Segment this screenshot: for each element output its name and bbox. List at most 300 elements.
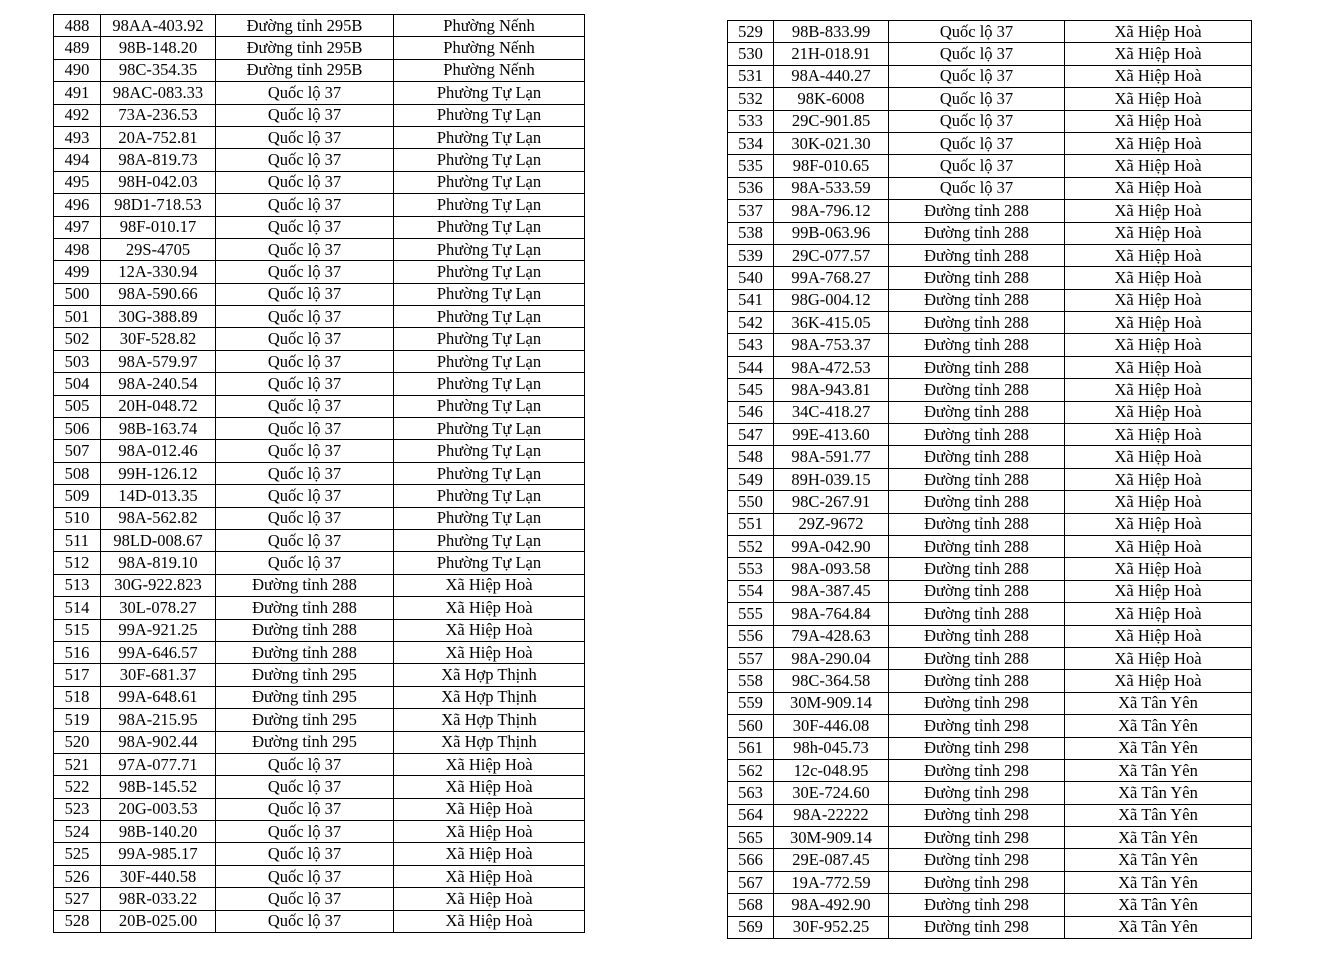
table-row <box>54 15 585 37</box>
road-cell: Đường tỉnh 298 <box>889 737 1065 759</box>
row-number-cell: 534 <box>728 132 774 154</box>
table-row <box>54 731 585 753</box>
ward-cell: Xã Hiệp Hoà <box>1065 424 1252 446</box>
road-cell: Đường tỉnh 288 <box>889 267 1065 289</box>
license-plate-cell: 98A-215.95 <box>101 709 216 731</box>
row-number-cell: 568 <box>728 894 774 916</box>
road-cell: Đường tỉnh 298 <box>889 804 1065 826</box>
license-plate-cell: 20H-048.72 <box>101 395 216 417</box>
road-cell: Đường tỉnh 288 <box>889 513 1065 535</box>
row-number-cell: 560 <box>728 715 774 737</box>
license-plate-cell: 98A-796.12 <box>774 200 889 222</box>
road-cell: Quốc lộ 37 <box>216 171 394 193</box>
road-cell: Quốc lộ 37 <box>216 350 394 372</box>
table-row <box>728 222 1252 244</box>
table-row <box>54 574 585 596</box>
table-row <box>728 625 1252 647</box>
road-cell: Đường tỉnh 288 <box>889 580 1065 602</box>
license-plate-cell: 99H-126.12 <box>101 462 216 484</box>
table-row <box>728 312 1252 334</box>
table-row <box>728 603 1252 625</box>
license-plate-cell: 98A-440.27 <box>774 65 889 87</box>
table-row <box>54 261 585 283</box>
license-plate-cell: 99A-042.90 <box>774 535 889 557</box>
road-cell: Quốc lộ 37 <box>216 776 394 798</box>
row-number-cell: 539 <box>728 244 774 266</box>
road-cell: Quốc lộ 37 <box>216 440 394 462</box>
row-number-cell: 519 <box>54 709 101 731</box>
ward-cell: Xã Hiệp Hoà <box>1065 580 1252 602</box>
row-number-cell: 552 <box>728 535 774 557</box>
ward-cell: Xã Hiệp Hoà <box>394 910 585 932</box>
row-number-cell: 542 <box>728 312 774 334</box>
table-row <box>54 888 585 910</box>
table-row <box>728 670 1252 692</box>
row-number-cell: 500 <box>54 283 101 305</box>
license-plate-cell: 30F-446.08 <box>774 715 889 737</box>
table-row <box>54 194 585 216</box>
row-number-cell: 506 <box>54 418 101 440</box>
row-number-cell: 504 <box>54 373 101 395</box>
row-number-cell: 550 <box>728 491 774 513</box>
license-plate-cell: 14D-013.35 <box>101 485 216 507</box>
table-row <box>728 692 1252 714</box>
road-cell: Đường tỉnh 288 <box>889 200 1065 222</box>
ward-cell: Xã Hiệp Hoà <box>394 843 585 865</box>
license-plate-cell: 98A-093.58 <box>774 558 889 580</box>
ward-cell: Phường Tự Lạn <box>394 171 585 193</box>
row-number-cell: 493 <box>54 126 101 148</box>
license-plate-cell: 98D1-718.53 <box>101 194 216 216</box>
ward-cell: Xã Hiệp Hoà <box>394 574 585 596</box>
ward-cell: Phường Nếnh <box>394 37 585 59</box>
license-plate-cell: 99E-413.60 <box>774 424 889 446</box>
table-row <box>728 334 1252 356</box>
table-row <box>728 759 1252 781</box>
road-cell: Quốc lộ 37 <box>216 82 394 104</box>
road-cell: Đường tỉnh 298 <box>889 894 1065 916</box>
table-row <box>728 43 1252 65</box>
ward-cell: Xã Hiệp Hoà <box>1065 491 1252 513</box>
table-row <box>728 379 1252 401</box>
table-row <box>728 110 1252 132</box>
row-number-cell: 532 <box>728 88 774 110</box>
road-cell: Đường tỉnh 288 <box>889 312 1065 334</box>
license-plate-cell: 98A-012.46 <box>101 440 216 462</box>
table-row <box>54 238 585 260</box>
license-plate-cell: 98A-943.81 <box>774 379 889 401</box>
ward-cell: Phường Nếnh <box>394 15 585 37</box>
ward-cell: Phường Tự Lạn <box>394 395 585 417</box>
road-cell: Đường tỉnh 288 <box>889 289 1065 311</box>
table-row <box>54 485 585 507</box>
table-row <box>54 843 585 865</box>
table-row <box>728 356 1252 378</box>
ward-cell: Xã Hiệp Hoà <box>1065 625 1252 647</box>
table-row <box>728 424 1252 446</box>
license-plate-cell: 30F-528.82 <box>101 328 216 350</box>
table-row <box>54 306 585 328</box>
row-number-cell: 518 <box>54 686 101 708</box>
ward-cell: Xã Hợp Thịnh <box>394 709 585 731</box>
road-cell: Quốc lộ 37 <box>889 155 1065 177</box>
row-number-cell: 546 <box>728 401 774 423</box>
table-row <box>728 244 1252 266</box>
row-number-cell: 495 <box>54 171 101 193</box>
table-row <box>728 65 1252 87</box>
table-row <box>54 462 585 484</box>
row-number-cell: 514 <box>54 597 101 619</box>
table-row <box>728 491 1252 513</box>
ward-cell: Xã Hiệp Hoà <box>394 888 585 910</box>
row-number-cell: 524 <box>54 821 101 843</box>
road-cell: Đường tỉnh 288 <box>889 356 1065 378</box>
ward-cell: Phường Tự Lạn <box>394 261 585 283</box>
row-number-cell: 531 <box>728 65 774 87</box>
road-cell: Đường tỉnh 295B <box>216 37 394 59</box>
violation-table-right <box>727 20 1252 939</box>
road-cell: Quốc lộ 37 <box>216 306 394 328</box>
road-cell: Đường tỉnh 288 <box>889 558 1065 580</box>
row-number-cell: 567 <box>728 871 774 893</box>
road-cell: Quốc lộ 37 <box>216 216 394 238</box>
license-plate-cell: 19A-772.59 <box>774 871 889 893</box>
table-row <box>728 446 1252 468</box>
license-plate-cell: 98A-387.45 <box>774 580 889 602</box>
license-plate-cell: 99B-063.96 <box>774 222 889 244</box>
row-number-cell: 544 <box>728 356 774 378</box>
table-row <box>54 664 585 686</box>
road-cell: Quốc lộ 37 <box>216 507 394 529</box>
road-cell: Đường tỉnh 288 <box>889 535 1065 557</box>
row-number-cell: 510 <box>54 507 101 529</box>
road-cell: Quốc lộ 37 <box>889 43 1065 65</box>
row-number-cell: 557 <box>728 647 774 669</box>
table-row <box>728 827 1252 849</box>
ward-cell: Phường Tự Lạn <box>394 507 585 529</box>
ward-cell: Phường Tự Lạn <box>394 104 585 126</box>
table-row <box>54 798 585 820</box>
ward-cell: Xã Hiệp Hoà <box>1065 289 1252 311</box>
road-cell: Đường tỉnh 288 <box>216 619 394 641</box>
ward-cell: Xã Hiệp Hoà <box>1065 356 1252 378</box>
table-row <box>728 88 1252 110</box>
road-cell: Đường tỉnh 288 <box>216 597 394 619</box>
road-cell: Đường tỉnh 288 <box>889 379 1065 401</box>
road-cell: Quốc lộ 37 <box>216 261 394 283</box>
license-plate-cell: 30M-909.14 <box>774 827 889 849</box>
row-number-cell: 523 <box>54 798 101 820</box>
road-cell: Đường tỉnh 288 <box>889 491 1065 513</box>
license-plate-cell: 98C-267.91 <box>774 491 889 513</box>
row-number-cell: 543 <box>728 334 774 356</box>
ward-cell: Xã Hiệp Hoà <box>1065 88 1252 110</box>
row-number-cell: 490 <box>54 59 101 81</box>
license-plate-cell: 98B-148.20 <box>101 37 216 59</box>
license-plate-cell: 99A-646.57 <box>101 641 216 663</box>
license-plate-cell: 98LD-008.67 <box>101 529 216 551</box>
license-plate-cell: 30G-922.823 <box>101 574 216 596</box>
table-row <box>728 132 1252 154</box>
license-plate-cell: 98G-004.12 <box>774 289 889 311</box>
table-row <box>54 641 585 663</box>
license-plate-cell: 20A-752.81 <box>101 126 216 148</box>
row-number-cell: 488 <box>54 15 101 37</box>
license-plate-cell: 12c-048.95 <box>774 759 889 781</box>
ward-cell: Xã Hiệp Hoà <box>1065 670 1252 692</box>
table-row <box>54 597 585 619</box>
table-row <box>54 59 585 81</box>
row-number-cell: 538 <box>728 222 774 244</box>
row-number-cell: 566 <box>728 849 774 871</box>
ward-cell: Xã Hiệp Hoà <box>1065 312 1252 334</box>
road-cell: Quốc lộ 37 <box>216 753 394 775</box>
road-cell: Quốc lộ 37 <box>889 177 1065 199</box>
license-plate-cell: 99A-648.61 <box>101 686 216 708</box>
license-plate-cell: 30F-952.25 <box>774 916 889 938</box>
license-plate-cell: 30F-440.58 <box>101 865 216 887</box>
table-row <box>54 328 585 350</box>
ward-cell: Xã Tân Yên <box>1065 916 1252 938</box>
road-cell: Quốc lộ 37 <box>216 104 394 126</box>
table-row <box>54 821 585 843</box>
ward-cell: Xã Hiệp Hoà <box>1065 535 1252 557</box>
license-plate-cell: 29E-087.45 <box>774 849 889 871</box>
road-cell: Quốc lộ 37 <box>889 132 1065 154</box>
table-row <box>54 104 585 126</box>
ward-cell: Xã Tân Yên <box>1065 715 1252 737</box>
ward-cell: Xã Tân Yên <box>1065 871 1252 893</box>
table-row <box>54 149 585 171</box>
row-number-cell: 553 <box>728 558 774 580</box>
license-plate-cell: 12A-330.94 <box>101 261 216 283</box>
ward-cell: Phường Tự Lạn <box>394 82 585 104</box>
table-row <box>54 373 585 395</box>
ward-cell: Xã Hiệp Hoà <box>1065 558 1252 580</box>
row-number-cell: 522 <box>54 776 101 798</box>
row-number-cell: 565 <box>728 827 774 849</box>
road-cell: Quốc lộ 37 <box>216 462 394 484</box>
license-plate-cell: 29S-4705 <box>101 238 216 260</box>
row-number-cell: 508 <box>54 462 101 484</box>
license-plate-cell: 98A-240.54 <box>101 373 216 395</box>
ward-cell: Xã Hiệp Hoà <box>1065 244 1252 266</box>
table-row <box>728 155 1252 177</box>
license-plate-cell: 30G-388.89 <box>101 306 216 328</box>
ward-cell: Phường Tự Lạn <box>394 126 585 148</box>
road-cell: Đường tỉnh 288 <box>216 641 394 663</box>
table-row <box>728 916 1252 938</box>
road-cell: Đường tỉnh 295 <box>216 709 394 731</box>
license-plate-cell: 99A-768.27 <box>774 267 889 289</box>
table-row <box>54 619 585 641</box>
row-number-cell: 537 <box>728 200 774 222</box>
road-cell: Đường tỉnh 298 <box>889 849 1065 871</box>
ward-cell: Xã Hiệp Hoà <box>1065 155 1252 177</box>
road-cell: Quốc lộ 37 <box>216 126 394 148</box>
license-plate-cell: 97A-077.71 <box>101 753 216 775</box>
ward-cell: Xã Tân Yên <box>1065 804 1252 826</box>
license-plate-cell: 98A-902.44 <box>101 731 216 753</box>
row-number-cell: 502 <box>54 328 101 350</box>
ward-cell: Xã Hiệp Hoà <box>1065 200 1252 222</box>
ward-cell: Phường Tự Lạn <box>394 350 585 372</box>
ward-cell: Xã Hiệp Hoà <box>394 821 585 843</box>
row-number-cell: 494 <box>54 149 101 171</box>
road-cell: Quốc lộ 37 <box>889 88 1065 110</box>
row-number-cell: 491 <box>54 82 101 104</box>
row-number-cell: 547 <box>728 424 774 446</box>
license-plate-cell: 98A-591.77 <box>774 446 889 468</box>
road-cell: Quốc lộ 37 <box>889 65 1065 87</box>
row-number-cell: 527 <box>54 888 101 910</box>
road-cell: Đường tỉnh 288 <box>889 244 1065 266</box>
table-row <box>728 21 1252 43</box>
ward-cell: Xã Hiệp Hoà <box>1065 110 1252 132</box>
license-plate-cell: 73A-236.53 <box>101 104 216 126</box>
ward-cell: Phường Tự Lạn <box>394 485 585 507</box>
ward-cell: Phường Tự Lạn <box>394 328 585 350</box>
road-cell: Quốc lộ 37 <box>216 149 394 171</box>
road-cell: Quốc lộ 37 <box>216 843 394 865</box>
road-cell: Quốc lộ 37 <box>216 328 394 350</box>
row-number-cell: 497 <box>54 216 101 238</box>
license-plate-cell: 98A-753.37 <box>774 334 889 356</box>
row-number-cell: 489 <box>54 37 101 59</box>
ward-cell: Phường Tự Lạn <box>394 194 585 216</box>
table-row <box>728 849 1252 871</box>
row-number-cell: 509 <box>54 485 101 507</box>
table-row <box>54 418 585 440</box>
row-number-cell: 563 <box>728 782 774 804</box>
ward-cell: Phường Tự Lạn <box>394 529 585 551</box>
license-plate-cell: 36K-415.05 <box>774 312 889 334</box>
table-row <box>728 580 1252 602</box>
table-row <box>54 910 585 932</box>
license-plate-cell: 98H-042.03 <box>101 171 216 193</box>
ward-cell: Xã Hiệp Hoà <box>1065 603 1252 625</box>
row-number-cell: 505 <box>54 395 101 417</box>
license-plate-cell: 98h-045.73 <box>774 737 889 759</box>
table-body <box>54 15 585 933</box>
ward-cell: Xã Hiệp Hoà <box>394 776 585 798</box>
table-row <box>728 894 1252 916</box>
license-plate-cell: 30L-078.27 <box>101 597 216 619</box>
ward-cell: Phường Tự Lạn <box>394 283 585 305</box>
table-row <box>54 395 585 417</box>
license-plate-cell: 98A-22222 <box>774 804 889 826</box>
table-row <box>728 647 1252 669</box>
ward-cell: Phường Tự Lạn <box>394 306 585 328</box>
road-cell: Quốc lộ 37 <box>216 283 394 305</box>
row-number-cell: 521 <box>54 753 101 775</box>
table-row <box>728 782 1252 804</box>
license-plate-cell: 98A-290.04 <box>774 647 889 669</box>
ward-cell: Phường Tự Lạn <box>394 238 585 260</box>
license-plate-cell: 21H-018.91 <box>774 43 889 65</box>
road-cell: Đường tỉnh 295 <box>216 686 394 708</box>
ward-cell: Phường Tự Lạn <box>394 216 585 238</box>
license-plate-cell: 98B-163.74 <box>101 418 216 440</box>
ward-cell: Xã Hiệp Hoà <box>394 597 585 619</box>
row-number-cell: 530 <box>728 43 774 65</box>
license-plate-cell: 98B-140.20 <box>101 821 216 843</box>
row-number-cell: 540 <box>728 267 774 289</box>
license-plate-cell: 98A-590.66 <box>101 283 216 305</box>
row-number-cell: 498 <box>54 238 101 260</box>
row-number-cell: 517 <box>54 664 101 686</box>
license-plate-cell: 30F-681.37 <box>101 664 216 686</box>
table-row <box>728 289 1252 311</box>
ward-cell: Phường Tự Lạn <box>394 149 585 171</box>
table-row <box>728 513 1252 535</box>
ward-cell: Xã Hiệp Hoà <box>1065 513 1252 535</box>
row-number-cell: 501 <box>54 306 101 328</box>
license-plate-cell: 99A-985.17 <box>101 843 216 865</box>
table-row <box>54 440 585 462</box>
road-cell: Đường tỉnh 298 <box>889 715 1065 737</box>
ward-cell: Xã Tân Yên <box>1065 894 1252 916</box>
ward-cell: Xã Hiệp Hoà <box>1065 132 1252 154</box>
ward-cell: Xã Hiệp Hoà <box>1065 177 1252 199</box>
table-row <box>54 709 585 731</box>
road-cell: Quốc lộ 37 <box>216 395 394 417</box>
row-number-cell: 564 <box>728 804 774 826</box>
road-cell: Quốc lộ 37 <box>216 552 394 574</box>
license-plate-cell: 20B-025.00 <box>101 910 216 932</box>
row-number-cell: 499 <box>54 261 101 283</box>
row-number-cell: 526 <box>54 865 101 887</box>
table-row <box>54 776 585 798</box>
table-row <box>54 350 585 372</box>
table-row <box>728 267 1252 289</box>
table-row <box>728 715 1252 737</box>
row-number-cell: 555 <box>728 603 774 625</box>
ward-cell: Xã Hiệp Hoà <box>1065 65 1252 87</box>
table-row <box>54 283 585 305</box>
license-plate-cell: 98K-6008 <box>774 88 889 110</box>
table-row <box>728 804 1252 826</box>
ward-cell: Xã Hiệp Hoà <box>394 798 585 820</box>
road-cell: Quốc lộ 37 <box>889 21 1065 43</box>
table-row <box>728 535 1252 557</box>
license-plate-cell: 98A-579.97 <box>101 350 216 372</box>
license-plate-cell: 30E-724.60 <box>774 782 889 804</box>
row-number-cell: 515 <box>54 619 101 641</box>
road-cell: Quốc lộ 37 <box>216 529 394 551</box>
license-plate-cell: 98A-472.53 <box>774 356 889 378</box>
road-cell: Đường tỉnh 288 <box>889 222 1065 244</box>
ward-cell: Xã Hiệp Hoà <box>1065 468 1252 490</box>
table-row <box>54 552 585 574</box>
row-number-cell: 528 <box>54 910 101 932</box>
table-row <box>54 171 585 193</box>
row-number-cell: 554 <box>728 580 774 602</box>
license-plate-cell: 29C-077.57 <box>774 244 889 266</box>
ward-cell: Xã Tân Yên <box>1065 737 1252 759</box>
road-cell: Quốc lộ 37 <box>216 194 394 216</box>
license-plate-cell: 98AA-403.92 <box>101 15 216 37</box>
row-number-cell: 569 <box>728 916 774 938</box>
road-cell: Đường tỉnh 288 <box>889 424 1065 446</box>
row-number-cell: 561 <box>728 737 774 759</box>
license-plate-cell: 98A-533.59 <box>774 177 889 199</box>
ward-cell: Phường Tự Lạn <box>394 462 585 484</box>
row-number-cell: 507 <box>54 440 101 462</box>
road-cell: Đường tỉnh 288 <box>889 670 1065 692</box>
row-number-cell: 562 <box>728 759 774 781</box>
table-body <box>728 21 1252 939</box>
